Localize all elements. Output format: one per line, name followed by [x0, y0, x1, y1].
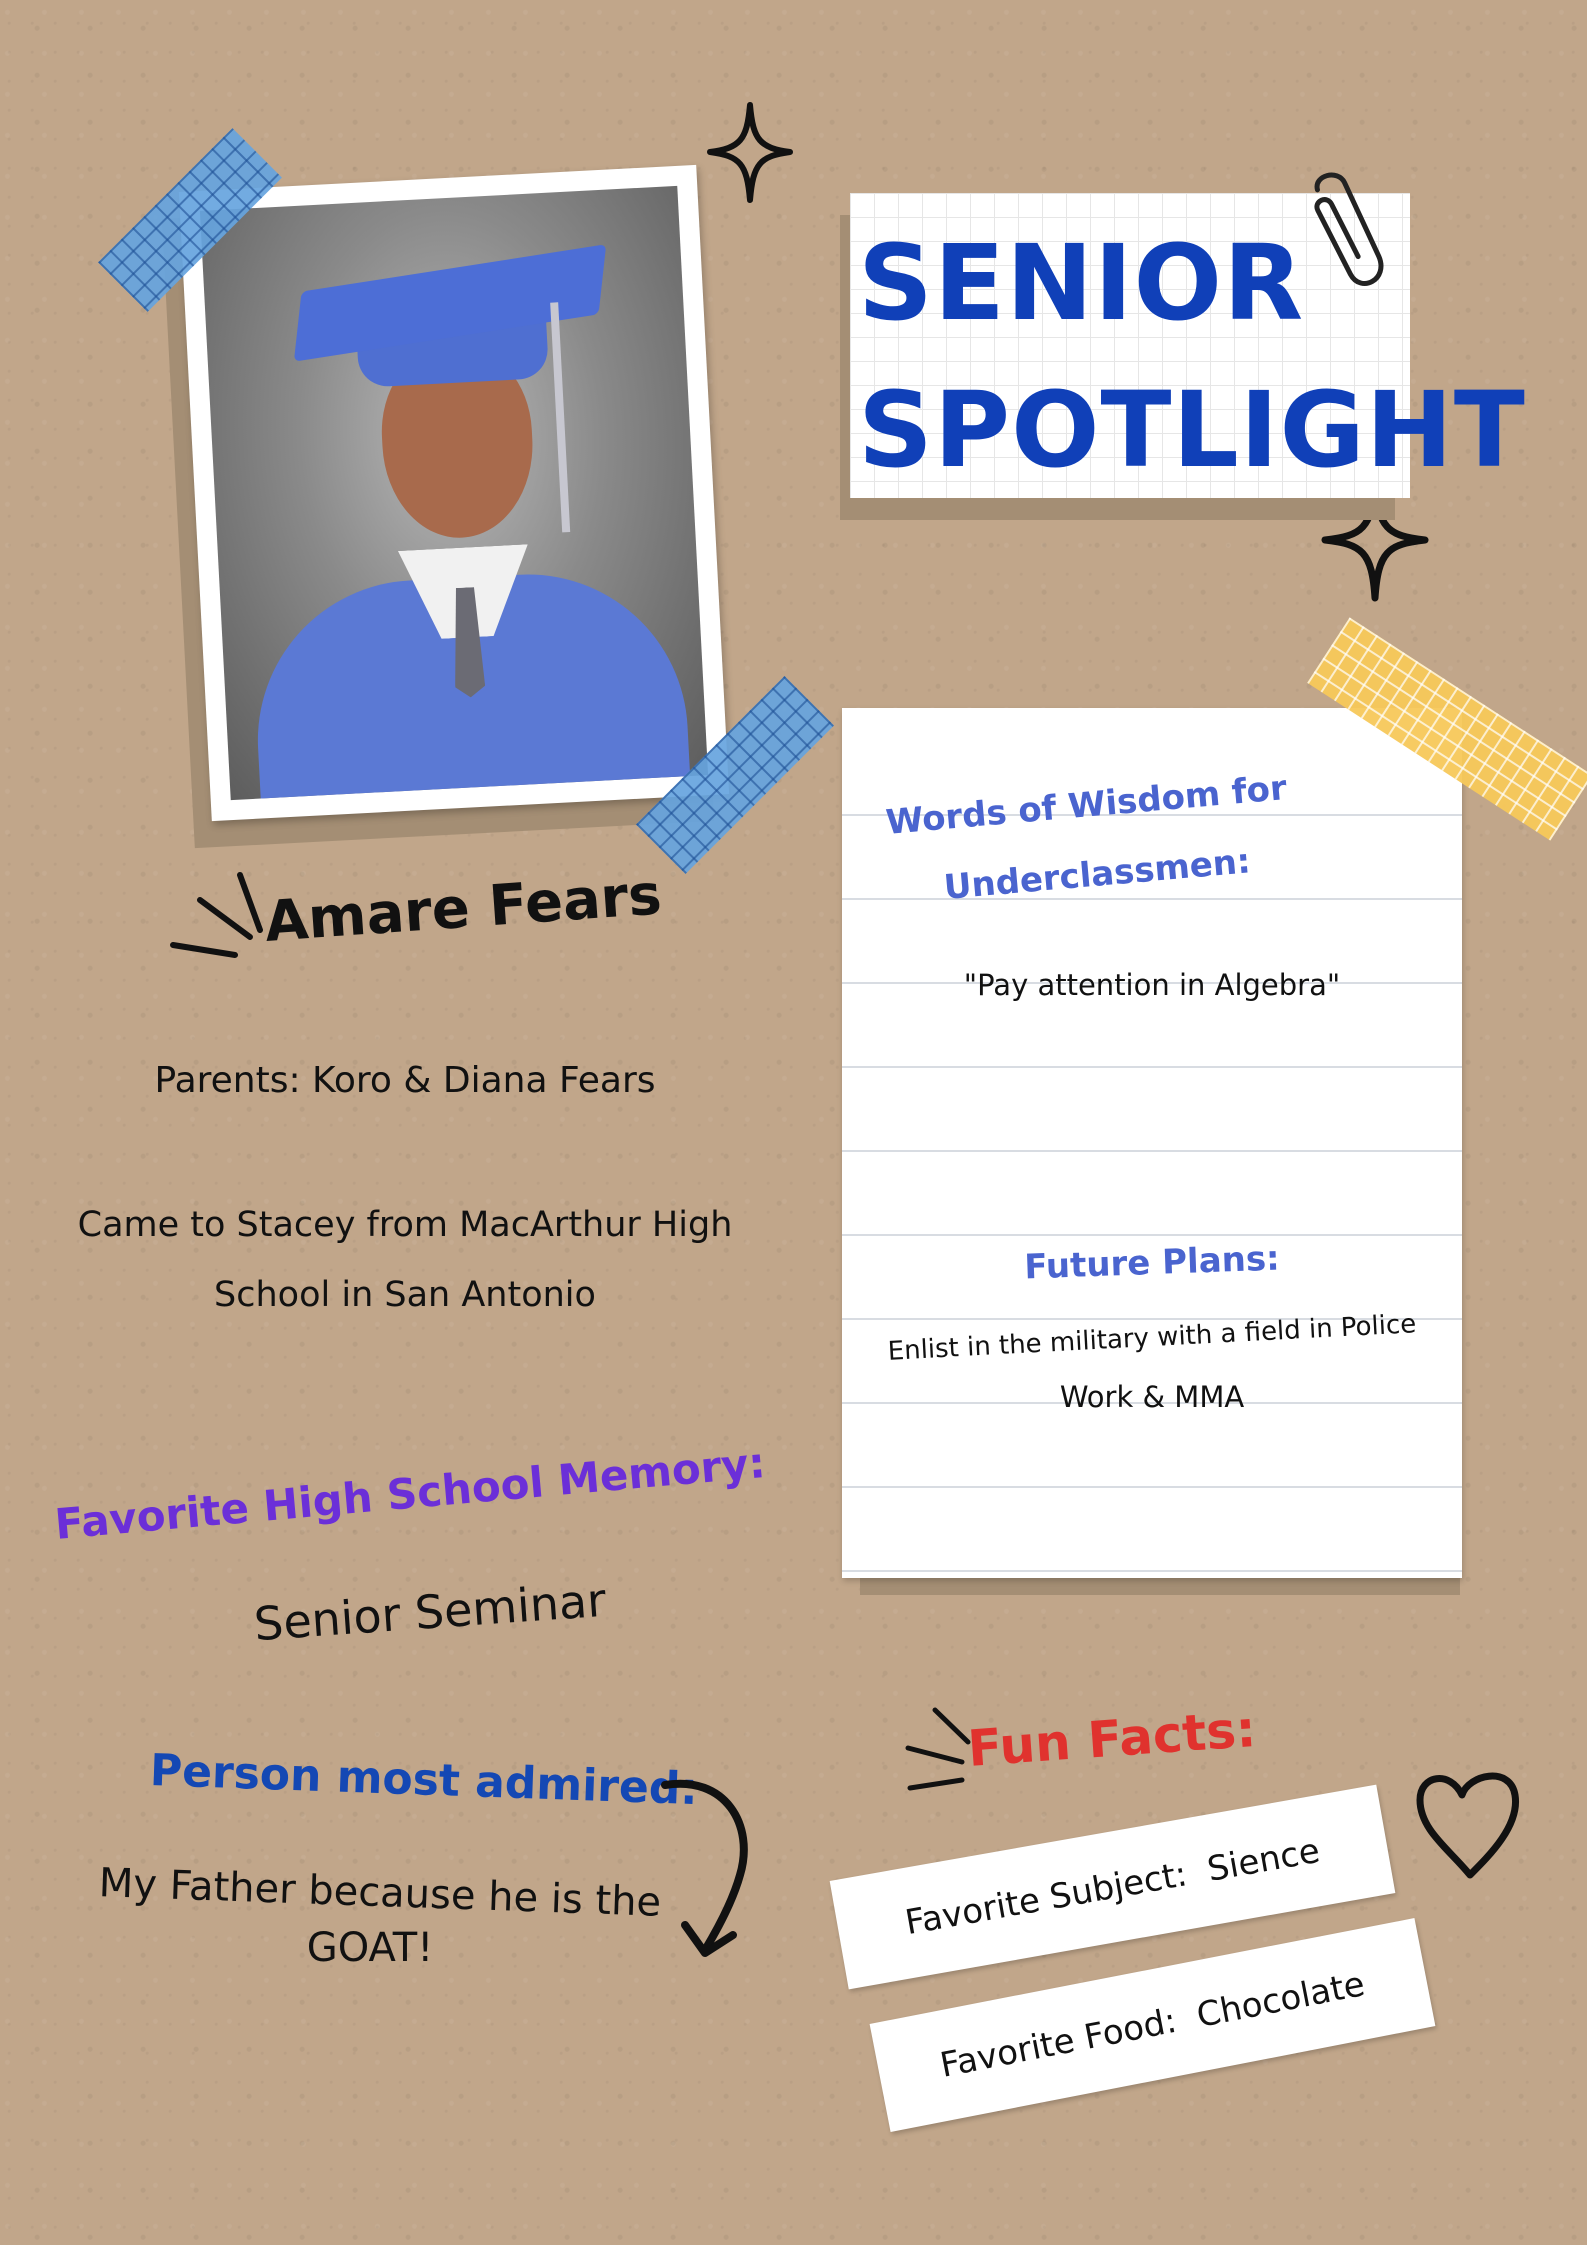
emphasis-lines-icon — [165, 855, 275, 965]
origin-line-1: Came to Stacey from MacArthur High — [77, 1205, 733, 1245]
heart-icon — [1410, 1760, 1525, 1885]
title-line-1: SENIOR — [858, 222, 1305, 344]
memory-value: Senior Seminar — [252, 1572, 608, 1652]
future-line-1: Enlist in the military with a field in Police — [887, 1309, 1417, 1367]
paperclip-icon — [1300, 165, 1385, 305]
title-line-2: SPOTLIGHT — [858, 369, 1526, 491]
graduation-portrait — [200, 186, 708, 800]
wisdom-quote: "Pay attention in Algebra" — [963, 968, 1341, 1002]
wisdom-heading-1: Words of Wisdom for — [884, 768, 1289, 843]
curved-arrow-icon — [655, 1765, 765, 1965]
future-line-2: Work & MMA — [1059, 1380, 1245, 1414]
sparkle-icon — [705, 100, 795, 205]
student-photo — [179, 165, 729, 821]
admired-line-1: My Father because he is the — [98, 1860, 662, 1926]
origin-line-2: School in San Antonio — [214, 1275, 596, 1315]
tassel — [550, 302, 570, 532]
admired-heading: Person most admired: — [149, 1745, 699, 1816]
fun-fact-subject: Favorite Subject: Sience — [830, 1785, 1396, 1990]
notebook-card — [842, 708, 1462, 1578]
future-heading: Future Plans: — [1023, 1238, 1281, 1288]
memory-heading: Favorite High School Memory: — [52, 1437, 768, 1549]
admired-line-2: GOAT! — [306, 1925, 434, 1971]
fun-fact-food: Favorite Food: Chocolate — [870, 1918, 1436, 2132]
parents-text: Parents: Koro & Diana Fears — [154, 1060, 656, 1101]
wisdom-heading-2: Underclassmen: — [942, 841, 1253, 908]
fun-facts-heading: Fun Facts: — [965, 1699, 1258, 1778]
student-name: Amare Fears — [262, 862, 664, 955]
